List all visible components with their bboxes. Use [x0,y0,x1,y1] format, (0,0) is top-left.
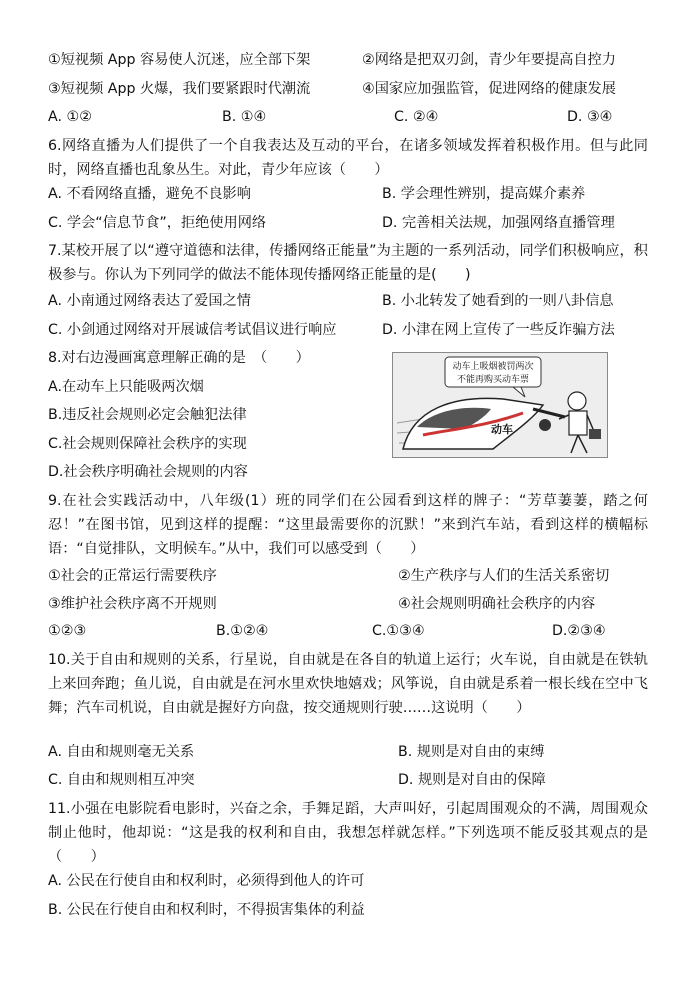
q5-option-d[interactable]: D. ③④ [567,109,613,125]
q10-option-d[interactable]: D. 规则是对自由的保障 [398,772,546,788]
cartoon-train-label: 动车 [491,423,513,436]
q8-option-d[interactable]: D.社会秩序明确社会规则的内容 [48,464,248,480]
q9-statement-2: ②生产秩序与人们的生活关系密切 [398,568,610,584]
q11-option-b[interactable]: B. 公民在行使自由和权利时，不得损害集体的利益 [48,902,365,918]
q11-stem: 11.小强在电影院看电影时，兴奋之余，手舞足蹈，大声叫好，引起周围观众的不满，周围观众制止他时，他却说：“这是我的权利和自由，我想怎样就怎样。”下列选项不能反驳其观点的是（ ） [48,801,648,865]
q11-option-a[interactable]: A. 公民在行使自由和权利时，必须得到他人的许可 [48,873,365,889]
q5-statement-4: ④国家应加强监管，促进网络的健康发展 [362,81,616,97]
q6-option-d[interactable]: D. 完善相关法规，加强网络直播管理 [382,215,615,231]
q10-question [48,648,648,720]
q6-stem: 6.网络直播为人们提供了一个自我表达及互动的平台，在诸多领域发挥着积极作用。但与此同时，网络直播也乱象丛生。对此，青少年应该（ ） [48,138,648,178]
train-cartoon-illustration [393,353,607,457]
q10-options-row-1 [48,741,648,763]
q7-options-row-1 [48,290,648,312]
q7-question [48,239,648,287]
q9-statement-1: ①社会的正常运行需要秩序 [48,568,217,584]
q5-option-b[interactable]: B. ①④ [222,109,267,125]
q8-option-b[interactable]: B.违反社会规则必定会触犯法律 [48,407,247,423]
q8-option-c[interactable]: C.社会规则保障社会秩序的实现 [48,436,247,452]
q10-option-c[interactable]: C. 自由和规则相互冲突 [48,772,195,788]
cartoon-caption-1: 动车上吸烟被罚两次 [452,362,534,372]
q7-option-d[interactable]: D. 小津在网上宣传了一些反诈骗方法 [382,322,615,338]
q5-statement-1: ①短视频 App 容易使人沉迷，应全部下架 [48,52,311,68]
q7-options-row-2 [48,319,648,341]
q9-option-a[interactable]: ①②③ [48,623,87,639]
q9-options [48,620,648,642]
q7-option-c[interactable]: C. 小剑通过网络对开展诚信考试倡议进行响应 [48,322,337,338]
q6-option-a[interactable]: A. 不看网络直播，避免不良影响 [48,186,251,202]
q8-cartoon [392,352,608,458]
q9-stem: 9.在社会实践活动中，八年级(1）班的同学们在公园看到这样的牌子：“芳草萋萋，踏之何忍！”在图书馆，见到这样的提醒：“这里最需要你的沉默！”来到汽车站，看到这样的横幅标语：“自觉排队，文明候车。”从中，我们可以感受到（ ） [48,493,648,557]
q9-option-c[interactable]: C.①③④ [372,623,425,639]
q6-question [48,134,648,182]
q7-option-b[interactable]: B. 小北转发了她看到的一则八卦信息 [382,293,614,309]
q5-option-a[interactable]: A. ①② [48,109,92,125]
q9-statement-3: ③维护社会秩序离不开规则 [48,596,217,612]
q7-option-a[interactable]: A. 小南通过网络表达了爱国之情 [48,293,251,309]
q10-option-a[interactable]: A. 自由和规则毫无关系 [48,744,195,760]
q6-option-b[interactable]: B. 学会理性辨别，提高媒介素养 [382,186,586,202]
q9-statement-4: ④社会规则明确社会秩序的内容 [398,596,596,612]
q10-options-row-2 [48,769,648,791]
q9-question [48,489,648,561]
q5-option-c[interactable]: C. ②④ [394,109,439,125]
q11-question [48,797,648,869]
q10-stem: 10.关于自由和规则的关系，行星说，自由就是在各自的轨道上运行；火车说，自由就是在铁轨上来回奔跑；鱼儿说，自由就是在河水里欢快地嬉戏；风筝说，自由就是系着一根长线在空中飞舞；汽车司机说，自由就是握好方向盘，按交通规则行驶……这说明（ ） [48,652,648,716]
q6-option-c[interactable]: C. 学会“信息节食”，拒绝使用网络 [48,215,267,231]
q5-statement-3: ③短视频 App 火爆，我们要紧跟时代潮流 [48,81,311,97]
q9-option-b[interactable]: B.①②④ [216,623,269,639]
q9-option-d[interactable]: D.②③④ [552,623,606,639]
q10-option-b[interactable]: B. 规则是对自由的束缚 [398,744,545,760]
q5-options [48,106,648,128]
q5-statement-2: ②网络是把双刃剑，青少年要提高自控力 [362,52,616,68]
q8-option-a[interactable]: A.在动车上只能吸两次烟 [48,379,204,395]
q8-stem: 8.对右边漫画寓意理解正确的是 （ ） [48,350,310,366]
q7-stem: 7.某校开展了以“遵守道德和法律，传播网络正能量”为主题的一系列活动，同学们积极响应，积极参与。你认为下列同学的做法不能体现传播网络正能量的是( ) [48,243,648,283]
q6-options-row-2 [48,212,648,234]
q6-options-row-1 [48,183,648,205]
cartoon-caption-2: 不能再购买动车票 [456,375,530,385]
